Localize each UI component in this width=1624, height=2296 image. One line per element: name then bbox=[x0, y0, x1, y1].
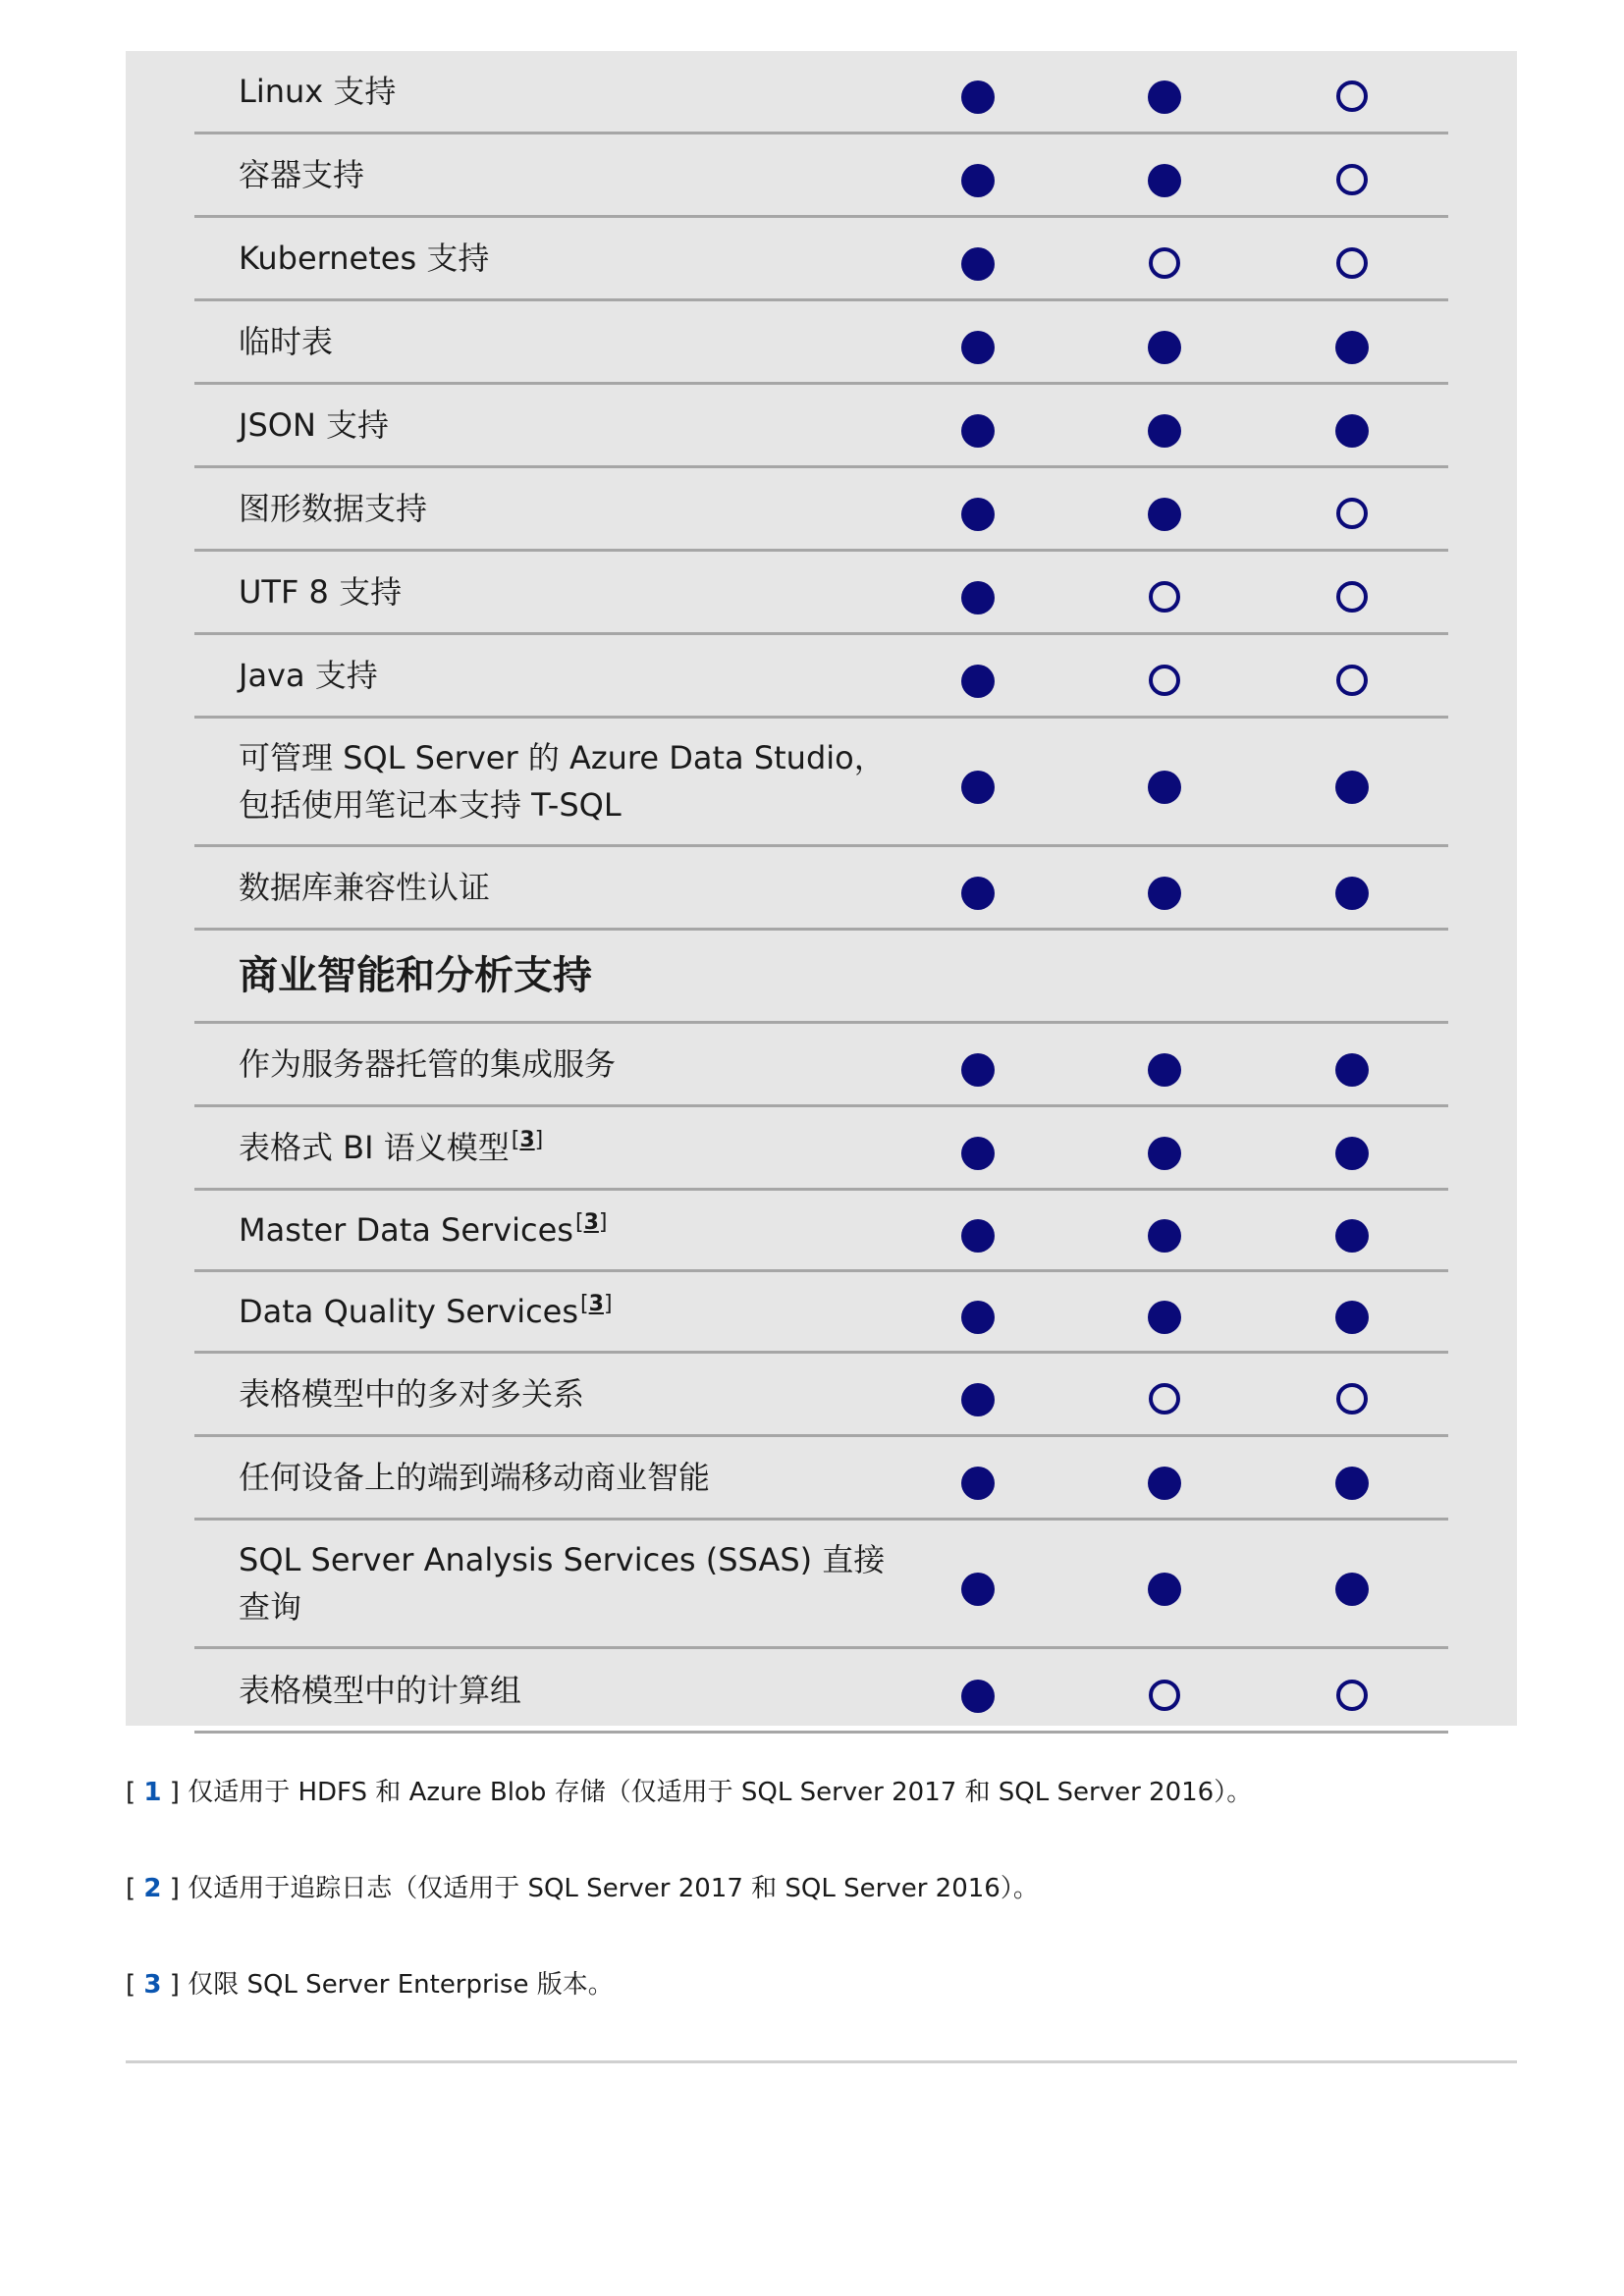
empty-circle-icon bbox=[1336, 665, 1368, 696]
filled-circle-icon bbox=[961, 665, 995, 698]
filled-circle-icon bbox=[1148, 80, 1181, 114]
filled-circle-icon bbox=[1148, 1137, 1181, 1170]
feature-table-panel bbox=[126, 51, 1517, 1726]
filled-circle-icon bbox=[1148, 164, 1181, 197]
filled-circle-icon bbox=[961, 331, 995, 364]
footnote-text: 仅适用于追踪日志（仅适用于 SQL Server 2017 和 SQL Server 2016）。 bbox=[188, 1874, 1039, 1903]
feature-label bbox=[239, 1288, 887, 1335]
footnote-ref[interactable]: [3] bbox=[580, 1292, 613, 1317]
filled-circle-icon bbox=[1335, 331, 1369, 364]
feature-label-text: 数据库兼容性认证 bbox=[239, 869, 491, 906]
filled-circle-icon bbox=[1148, 1301, 1181, 1334]
table-row bbox=[194, 301, 1448, 385]
filled-circle-icon bbox=[1335, 1467, 1369, 1500]
footnote-number-link[interactable]: 2 bbox=[143, 1874, 162, 1903]
table-row bbox=[194, 218, 1448, 301]
feature-label bbox=[239, 1041, 887, 1088]
filled-circle-icon bbox=[1335, 877, 1369, 910]
footnote-ref-number[interactable]: 3 bbox=[588, 1292, 604, 1317]
filled-circle-icon bbox=[1148, 1467, 1181, 1500]
feature-label bbox=[239, 652, 887, 699]
feature-label bbox=[239, 485, 887, 532]
filled-circle-icon bbox=[961, 1383, 995, 1416]
feature-label bbox=[239, 568, 887, 615]
feature-label bbox=[239, 1667, 887, 1714]
feature-table bbox=[194, 51, 1448, 1734]
filled-circle-icon bbox=[1335, 1573, 1369, 1606]
filled-circle-icon bbox=[1148, 1219, 1181, 1253]
filled-circle-icon bbox=[961, 414, 995, 448]
feature-label-text: 容器支持 bbox=[239, 156, 365, 193]
empty-circle-icon bbox=[1149, 1383, 1180, 1415]
empty-circle-icon bbox=[1149, 665, 1180, 696]
feature-label bbox=[239, 318, 887, 365]
footnote-ref[interactable]: [3] bbox=[511, 1128, 544, 1153]
footnote-ref[interactable]: [3] bbox=[574, 1210, 608, 1236]
feature-label-text: UTF 8 支持 bbox=[239, 573, 403, 611]
feature-label bbox=[239, 151, 887, 198]
feature-label bbox=[239, 1454, 887, 1501]
footnote-text: 仅限 SQL Server Enterprise 版本。 bbox=[188, 1970, 614, 2000]
filled-circle-icon bbox=[961, 80, 995, 114]
filled-circle-icon bbox=[1148, 1053, 1181, 1087]
feature-label-text: Java 支持 bbox=[239, 657, 378, 694]
feature-label-text: 临时表 bbox=[239, 323, 334, 360]
table-row bbox=[194, 51, 1448, 134]
feature-label-text: 可管理 SQL Server 的 Azure Data Studio，包括使用笔记本支持 T-SQL bbox=[239, 739, 886, 824]
empty-circle-icon bbox=[1336, 80, 1368, 112]
footnote: [ 1 ] 仅适用于 HDFS 和 Azure Blob 存储（仅适用于 SQL Server 2017 和 SQL Server 2016）。 bbox=[126, 1778, 1253, 1807]
filled-circle-icon bbox=[1335, 1053, 1369, 1087]
feature-label-text: Data Quality Services bbox=[239, 1293, 579, 1330]
filled-circle-icon bbox=[1148, 414, 1181, 448]
filled-circle-icon bbox=[961, 498, 995, 531]
empty-circle-icon bbox=[1336, 498, 1368, 529]
table-row bbox=[194, 719, 1448, 847]
empty-circle-icon bbox=[1149, 247, 1180, 279]
table-row bbox=[194, 1649, 1448, 1734]
feature-label-text: Linux 支持 bbox=[239, 73, 397, 110]
table-row bbox=[194, 635, 1448, 719]
feature-label bbox=[239, 864, 887, 911]
filled-circle-icon bbox=[961, 1219, 995, 1253]
feature-label bbox=[239, 401, 887, 449]
empty-circle-icon bbox=[1336, 247, 1368, 279]
filled-circle-icon bbox=[1148, 1573, 1181, 1606]
table-row bbox=[194, 134, 1448, 218]
filled-circle-icon bbox=[1148, 498, 1181, 531]
filled-circle-icon bbox=[1335, 1301, 1369, 1334]
feature-label bbox=[239, 235, 887, 282]
empty-circle-icon bbox=[1336, 581, 1368, 613]
filled-circle-icon bbox=[961, 771, 995, 804]
filled-circle-icon bbox=[1335, 1137, 1369, 1170]
filled-circle-icon bbox=[1148, 877, 1181, 910]
empty-circle-icon bbox=[1336, 1383, 1368, 1415]
table-row bbox=[194, 1354, 1448, 1437]
feature-label-text: SQL Server Analysis Services (SSAS) 直接查询 bbox=[239, 1541, 886, 1626]
table-row bbox=[194, 1272, 1448, 1354]
filled-circle-icon bbox=[961, 164, 995, 197]
filled-circle-icon bbox=[961, 247, 995, 281]
feature-label-text: 表格模型中的多对多关系 bbox=[239, 1375, 585, 1413]
feature-label-text: 表格模型中的计算组 bbox=[239, 1671, 522, 1709]
table-row bbox=[194, 385, 1448, 468]
footnote-ref-number[interactable]: 3 bbox=[583, 1210, 599, 1236]
filled-circle-icon bbox=[1148, 771, 1181, 804]
filled-circle-icon bbox=[1335, 771, 1369, 804]
feature-label bbox=[239, 1124, 887, 1171]
empty-circle-icon bbox=[1149, 581, 1180, 613]
footnote-number-link[interactable]: 3 bbox=[143, 1970, 162, 2000]
footnote-text: 仅适用于 HDFS 和 Azure Blob 存储（仅适用于 SQL Server 2017 和 SQL Server 2016）。 bbox=[188, 1778, 1253, 1807]
filled-circle-icon bbox=[961, 1680, 995, 1713]
empty-circle-icon bbox=[1336, 1680, 1368, 1711]
section-title bbox=[239, 952, 887, 999]
feature-label bbox=[239, 1206, 887, 1254]
filled-circle-icon bbox=[961, 1053, 995, 1087]
filled-circle-icon bbox=[961, 1573, 995, 1606]
section-header bbox=[194, 931, 1448, 1024]
filled-circle-icon bbox=[961, 1301, 995, 1334]
filled-circle-icon bbox=[961, 877, 995, 910]
table-row bbox=[194, 1191, 1448, 1272]
filled-circle-icon bbox=[961, 581, 995, 614]
feature-label-text: 任何设备上的端到端移动商业智能 bbox=[239, 1459, 711, 1496]
feature-label-text: 作为服务器托管的集成服务 bbox=[239, 1045, 617, 1083]
feature-label bbox=[239, 68, 887, 115]
filled-circle-icon bbox=[961, 1137, 995, 1170]
filled-circle-icon bbox=[961, 1467, 995, 1500]
feature-label-text: 图形数据支持 bbox=[239, 490, 428, 527]
table-row bbox=[194, 468, 1448, 552]
footnote: [ 2 ] 仅适用于追踪日志（仅适用于 SQL Server 2017 和 SQL Server 2016）。 bbox=[126, 1874, 1039, 1903]
table-row bbox=[194, 552, 1448, 635]
feature-label-text: Master Data Services bbox=[239, 1211, 573, 1249]
table-row bbox=[194, 1107, 1448, 1191]
filled-circle-icon bbox=[1148, 331, 1181, 364]
empty-circle-icon bbox=[1149, 1680, 1180, 1711]
footnote: [ 3 ] 仅限 SQL Server Enterprise 版本。 bbox=[126, 1970, 614, 2000]
footnote-number-link[interactable]: 1 bbox=[143, 1778, 162, 1807]
divider bbox=[126, 2060, 1517, 2063]
table-row bbox=[194, 1024, 1448, 1107]
feature-label bbox=[239, 1536, 887, 1630]
filled-circle-icon bbox=[1335, 1219, 1369, 1253]
footnote-ref-number[interactable]: 3 bbox=[519, 1128, 535, 1153]
feature-label-text: Kubernetes 支持 bbox=[239, 240, 490, 277]
feature-label-text: 表格式 BI 语义模型 bbox=[239, 1129, 510, 1166]
feature-label bbox=[239, 1370, 887, 1417]
feature-label-text: JSON 支持 bbox=[239, 406, 390, 444]
filled-circle-icon bbox=[1335, 414, 1369, 448]
table-row bbox=[194, 847, 1448, 931]
empty-circle-icon bbox=[1336, 164, 1368, 195]
table-row bbox=[194, 1521, 1448, 1649]
feature-label bbox=[239, 734, 887, 828]
table-row bbox=[194, 1437, 1448, 1521]
feature-label-text: 商业智能和分析支持 bbox=[239, 953, 592, 998]
